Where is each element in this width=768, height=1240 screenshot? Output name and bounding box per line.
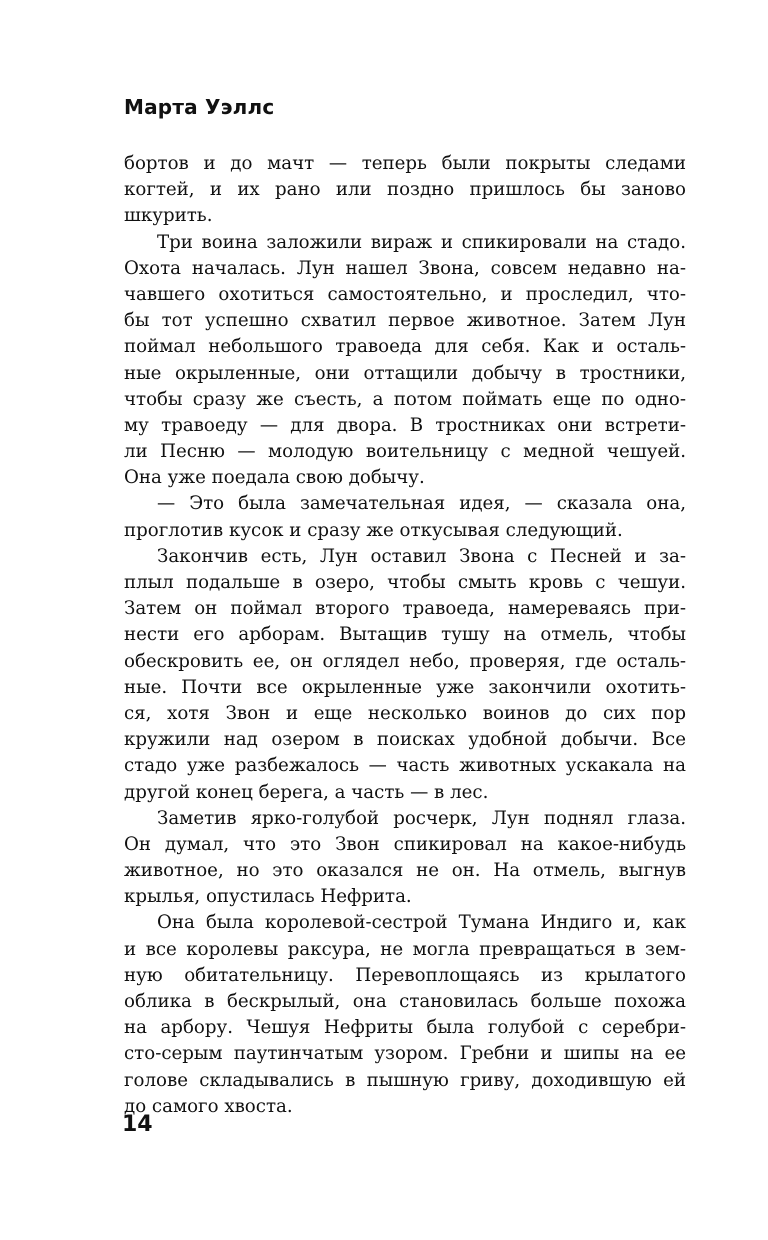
paragraph-first-line: — Это была замечательная идея, — сказала она, bbox=[157, 493, 686, 515]
text-line: облика в бескрылый, она становилась больше похожа bbox=[124, 991, 686, 1012]
text-line: Он думал, что это Звон спикировал на какое-нибудь bbox=[124, 833, 686, 855]
text-line: чтобы сразу же съесть, а потом поймать еще по одно- bbox=[124, 388, 686, 410]
text-line: Она уже поедала свою добычу. bbox=[124, 467, 425, 489]
text-line: шкурить. bbox=[124, 205, 213, 227]
body-text bbox=[124, 151, 686, 1120]
text-line: ные. Почти все окрыленные уже закончили охотить- bbox=[124, 676, 686, 698]
paragraph-first-line: Заметив ярко-голубой росчерк, Лун поднял глаза. bbox=[157, 807, 686, 829]
text-line: му травоеду — для двора. В тростниках они встрети- bbox=[124, 414, 686, 436]
text-line: бы тот успешно схватил первое животное. Затем Лун bbox=[124, 310, 686, 332]
text-line: животное, но это оказался не он. На отмель, выгнув bbox=[124, 860, 686, 882]
text-line: ную обитательницу. Перевоплощаясь из крылатого bbox=[124, 964, 686, 986]
text-line: ные окрыленные, они оттащили добычу в тростники, bbox=[124, 362, 686, 384]
text-line: ся, хотя Звон и еще несколько воинов до сих пор bbox=[124, 702, 686, 724]
paragraph-first-line: Закончив есть, Лун оставил Звона с Песней и за- bbox=[157, 545, 686, 567]
text-line: стадо уже разбежалось — часть животных ускакала на bbox=[124, 755, 686, 777]
page-number: 14 bbox=[122, 1112, 153, 1137]
text-line: проглотив кусок и сразу же откусывая следующий. bbox=[124, 519, 623, 541]
text-line: чавшего охотиться самостоятельно, и проследил, что- bbox=[124, 283, 686, 305]
text-line: плыл подальше в озеро, чтобы смыть кровь с чешуи. bbox=[124, 572, 686, 593]
text-line: голове складывались в пышную гриву, доходившую ей bbox=[124, 1069, 686, 1091]
text-line: бортов и до мачт — теперь были покрыты следами bbox=[124, 153, 686, 174]
text-line: на арбору. Чешуя Нефриты была голубой с серебри- bbox=[124, 1017, 686, 1039]
text-line: Затем он поймал второго травоеда, намереваясь при- bbox=[124, 598, 686, 620]
running-head-author: Марта Уэллс bbox=[124, 95, 275, 119]
text-line: сто-серым паутинчатым узором. Гребни и шипы на ее bbox=[124, 1043, 686, 1065]
text-line: другой конец берега, а часть — в лес. bbox=[124, 781, 489, 803]
text-line: нести его арборам. Вытащив тушу на отмель, чтобы bbox=[124, 624, 686, 646]
text-line: когтей, и их рано или поздно пришлось бы заново bbox=[124, 179, 686, 201]
text-line: кружили над озером в поисках удобной добычи. Все bbox=[124, 729, 686, 751]
text-line: Охота началась. Лун нашел Звона, совсем недавно на- bbox=[124, 257, 686, 279]
text-line: крылья, опустилась Нефрита. bbox=[124, 886, 412, 908]
paragraph-first-line: Она была королевой-сестрой Тумана Индиго и, как bbox=[157, 912, 686, 934]
text-line: и все королевы раксура, не могла превращаться в зем- bbox=[124, 938, 686, 960]
text-line: до самого хвоста. bbox=[124, 1095, 293, 1117]
text-line: поймал небольшого травоеда для себя. Как и осталь- bbox=[124, 336, 686, 358]
text-line: ли Песню — молодую воительницу с медной чешуей. bbox=[124, 441, 686, 463]
text-line: обескровить ее, он оглядел небо, проверяя, где осталь- bbox=[124, 650, 686, 672]
paragraph-first-line: Три воина заложили вираж и спикировали на стадо. bbox=[157, 231, 686, 253]
